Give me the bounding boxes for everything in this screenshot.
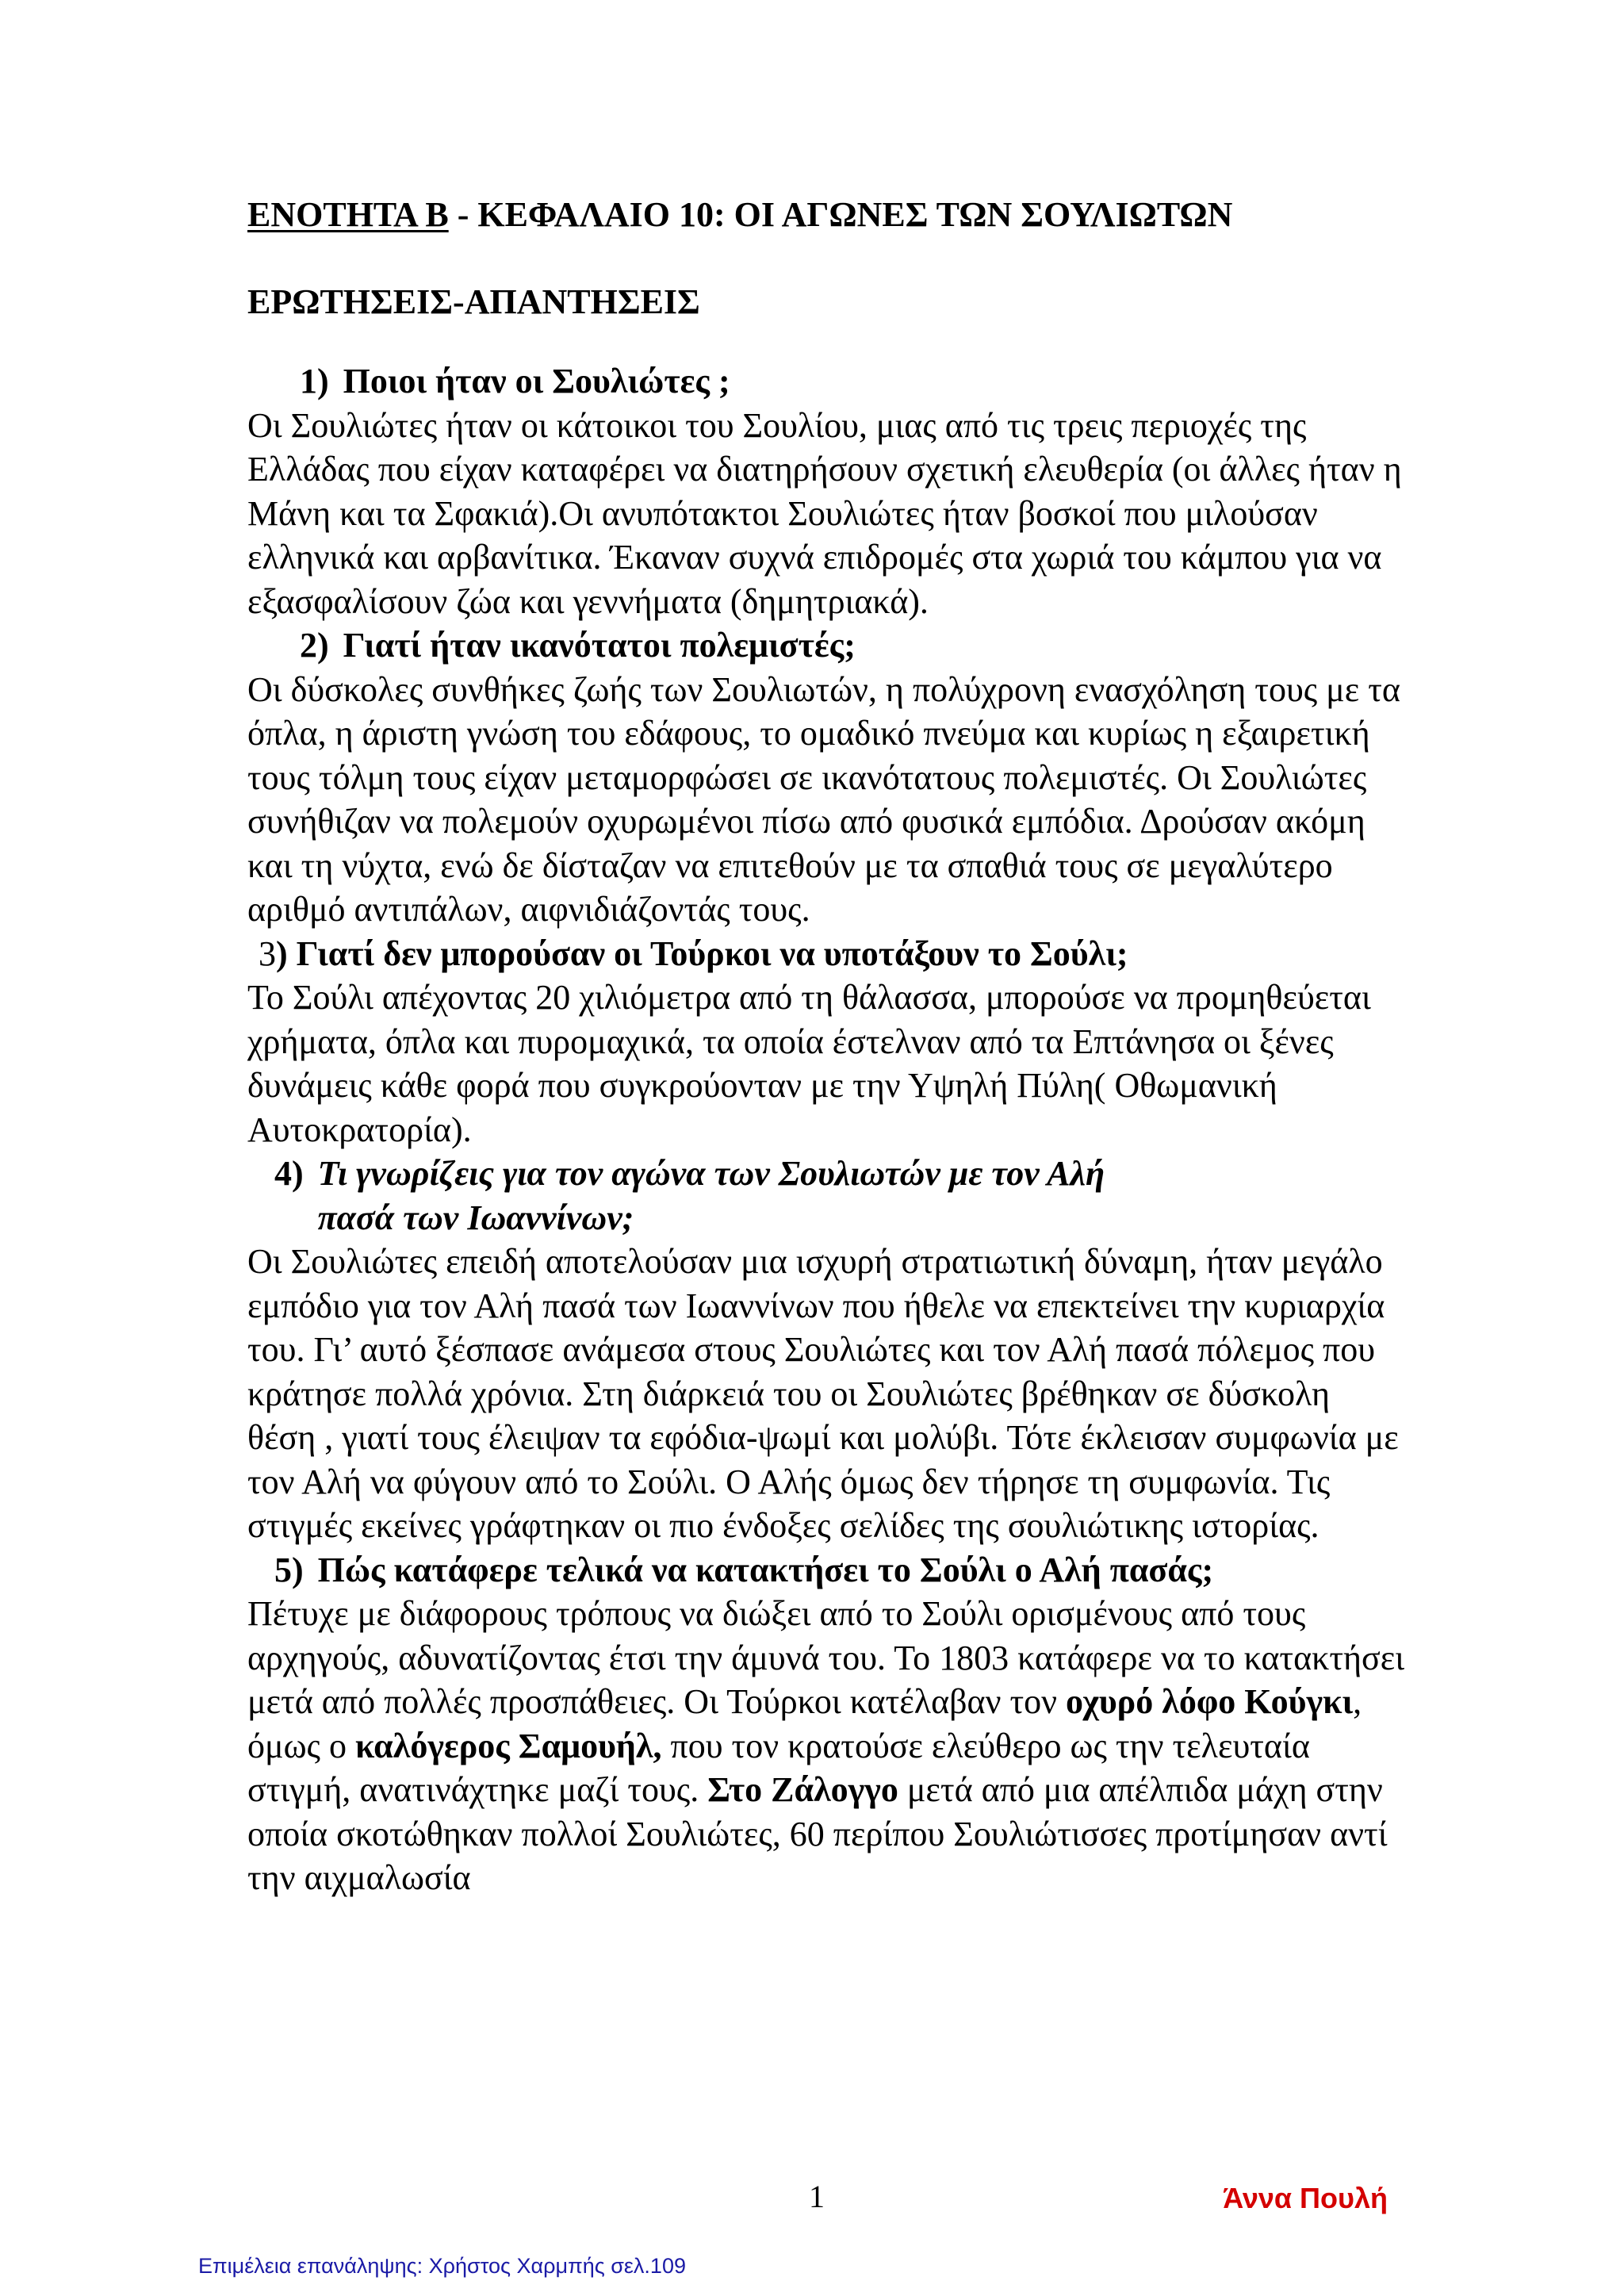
question-2-number: 2): [300, 626, 329, 665]
author-name: Άννα Πουλή: [1223, 2182, 1388, 2214]
title-section-label: ΕΝΟΤΗΤΑ Β: [247, 195, 449, 234]
question-3-text: ) Γιατί δεν μπορούσαν οι Τούρκοι να υποτάξουν το Σούλι;: [276, 933, 1128, 973]
question-1-text: Ποιοι ήταν οι Σουλιώτες ;: [343, 362, 730, 401]
answer-5-part-2: , όμως ο: [247, 1682, 1362, 1765]
question-4-text: Τι γνωρίζεις για τον αγώνα των Σουλιωτών με τον Αλή πασά των Ιωαννίνων;: [317, 1154, 1105, 1237]
credit-line: Επιμέλεια επανάληψης: Χρήστος Χαρμπής σελ.109: [198, 2254, 686, 2278]
title-chapter-label: - ΚΕΦΑΛΑΙΟ 10: ΟΙ ΑΓΩΝΕΣ ΤΩΝ ΣΟΥΛΙΩΤΩΝ: [448, 195, 1233, 234]
question-4: [247, 1152, 1405, 1240]
question-3-number: 3: [259, 933, 276, 973]
answer-5-part-4: μετά από μια απέλπιδα μάχη στην οποία σκοτώθηκαν πολλοί Σουλιώτες, 60 περίπου Σουλιώτισσες προτίμησαν αντί την αιχμαλωσία: [247, 1770, 1388, 1897]
page-number: 1: [809, 2179, 825, 2214]
question-4-number: 4): [274, 1154, 304, 1193]
question-5: [247, 1548, 1405, 1593]
qa-block-3: [247, 932, 1405, 1152]
qa-block-5: [247, 1548, 1405, 1900]
qa-block-2: [247, 623, 1405, 932]
question-3: [247, 932, 1405, 976]
document-body: [247, 194, 1405, 1900]
document-subtitle: ΕΡΩΤΗΣΕΙΣ-ΑΠΑΝΤΗΣΕΙΣ: [247, 282, 700, 321]
answer-5-samouil: καλόγερος Σαμουήλ,: [354, 1726, 662, 1765]
question-1-number: 1): [300, 362, 329, 401]
answer-5: [247, 1592, 1405, 1900]
question-5-text: Πώς κατάφερε τελικά να κατακτήσει το Σούλι ο Αλή πασάς;: [317, 1550, 1214, 1589]
question-1: [247, 359, 1405, 404]
answer-4: Οι Σουλιώτες επειδή αποτελούσαν μια ισχυρή στρατιωτική δύναμη, ήταν μεγάλο εμπόδιο για τον Αλή πασά των Ιωαννίνων που ήθελε να επεκτείνει την κυριαρχία του. Γι’ αυτό ξέσπασε ανάμεσα στους Σουλιώτες και τον Αλή πασά πόλεμος που κράτησε πολλά χρόνια. Στη διάρκειά του οι Σουλιώτες βρέθηκαν σε δύσκολη θέση , γιατί τους έλειψαν τα εφόδια-ψωμί και μολύβι. Τότε έκλεισαν συμφωνία με τον Αλή να φύγουν από το Σούλι. Ο Αλής όμως δεν τήρησε τη συμφωνία. Τις στιγμές εκείνες γράφτηκαν οι πιο ένδοξες σελίδες της σουλιώτικης ιστορίας.: [247, 1242, 1399, 1545]
question-2: [247, 623, 1405, 668]
answer-5-zalongo: Στο Ζάλογγο: [707, 1770, 898, 1809]
answer-3: Το Σούλι απέχοντας 20 χιλιόμετρα από τη θάλασσα, μπορούσε να προμηθεύεται χρήματα, όπλα και πυρομαχικά, τα οποία έστελναν από τα Επτάνησα οι ξένες δυνάμεις κάθε φορά που συγκρούονταν με την Υψηλή Πύλη( Οθωμανική Αυτοκρατορία).: [247, 978, 1371, 1149]
question-2-text: Γιατί ήταν ικανότατοι πολεμιστές;: [343, 626, 856, 665]
answer-1: Οι Σουλιώτες ήταν οι κάτοικοι του Σουλίου, μιας από τις τρεις περιοχές της Ελλάδας που είχαν καταφέρει να διατηρήσουν σχετική ελευθερία (οι άλλες ήταν η Μάνη και τα Σφακιά).Οι ανυπότακτοι Σουλιώτες ήταν βοσκοί που μιλούσαν ελληνικά και αρβανίτικα. Έκαναν συχνά επιδρομές στα χωριά του κάμπου για να εξασφαλίσουν ζώα και γεννήματα (δημητριακά).: [247, 405, 1402, 621]
document-title: [247, 194, 1405, 236]
answer-2: Οι δύσκολες συνθήκες ζωής των Σουλιωτών, η πολύχρονη ενασχόληση τους με τα όπλα, η άριστη γνώση του εδάφους, το ομαδικό πνεύμα και κυρίως η εξαιρετική τους τόλμη τους είχαν μεταμορφώσει σε ικανότατους πολεμιστές. Οι Σουλιώτες συνήθιζαν να πολεμούν οχυρωμένοι πίσω από φυσικά εμπόδια. Δρούσαν ακόμη και τη νύχτα, ενώ δε δίσταζαν να επιτεθούν με τα σπαθιά τους σε μεγαλύτερο αριθμό αντιπάλων, αιφνιδιάζοντάς τους.: [247, 669, 1400, 929]
qa-block-1: [247, 359, 1405, 623]
question-5-number: 5): [274, 1550, 304, 1589]
answer-5-part-3: που τον κρατούσε ελεύθερο ως την τελευταία στιγμή, ανατινάχτηκε μαζί τους.: [247, 1726, 1310, 1809]
answer-5-part-1: Πέτυχε με διάφορους τρόπους να διώξει από το Σούλι ορισμένους από τους αρχηγούς, αδυνατίζοντας έτσι την άμυνά του. Το 1803 κατάφερε να το κατακτήσει μετά από πολλές προσπάθειες. Οι Τούρκοι κατέλαβαν τον: [247, 1594, 1405, 1721]
answer-5-kougki: οχυρό λόφο Κούγκι: [1066, 1682, 1354, 1721]
qa-block-4: [247, 1152, 1405, 1548]
